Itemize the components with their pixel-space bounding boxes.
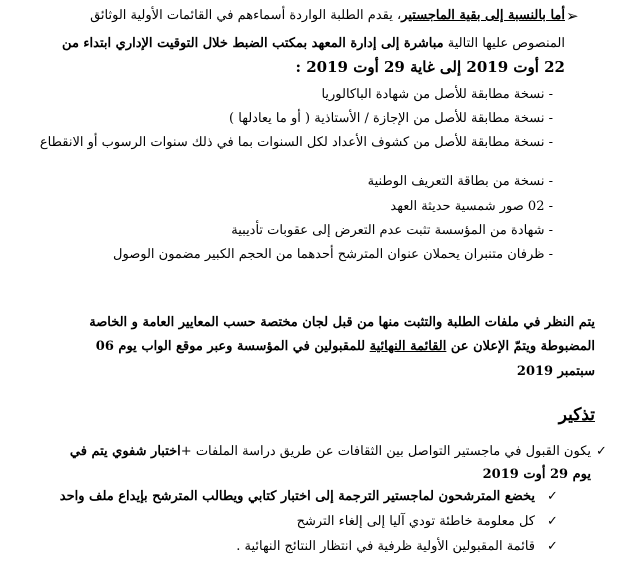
review-line-2: [96, 338, 595, 356]
intro-text: ، يقدم الطلبة الواردة أسماءهم في القائمات الأولية الوثائق: [90, 8, 402, 23]
document-item: - نسخة مطابقة للأصل من شهادة الباكالوريا: [321, 87, 553, 102]
check-bullet-icon: ✓: [547, 489, 558, 504]
review-line-1: يتم النظر في ملفات الطلبة والتثبت منها من قبل لجان مختصة حسب المعايير العامة و الخاصة: [89, 315, 595, 330]
document-item: - شهادة من المؤسسة تثبت عدم التعرض إلى عقوبات تأديبية: [231, 223, 553, 238]
check-bullet-icon: ✓: [596, 444, 607, 459]
intro-text: المنصوص عليها التالية: [447, 36, 565, 51]
check-bullet-icon: ✓: [547, 539, 558, 554]
review-date: سبتمبر 2019: [516, 364, 595, 379]
document-item: - ظرفان متنبران يحملان عنوان المترشح أحدهما من الحجم الكبير مضمون الوصول: [113, 247, 553, 262]
reminder-item: [70, 443, 591, 461]
reminder-item: قائمة المقبولين الأولية ظرفية في انتظار النتائج النهائية .: [236, 539, 535, 554]
arrow-bullet-icon: ➢: [566, 7, 579, 25]
reminder-item: كل معلومة خاطئة تودي آليا إلى إلغاء الترشح: [296, 514, 535, 529]
document-item: - 02 صور شمسية حديثة العهد: [390, 199, 553, 214]
intro-dates: 22 أوت 2019 إلى غاية 29 أوت 2019 :: [295, 58, 565, 76]
reminder-heading: تذكير: [558, 405, 595, 425]
review-text: للمقبولين في المؤسسة وعبر موقع الواب يوم 06: [95, 339, 366, 354]
oral-exam-phrase: اختبار شفوي يتم في: [69, 444, 181, 459]
intro-heading-phrase: أما بالنسبة إلى بقية الماجستير: [401, 8, 565, 23]
intro-line-1: [90, 7, 565, 25]
reminder-item-continuation: يوم 29 أوت 2019: [482, 467, 591, 482]
check-bullet-icon: ✓: [547, 514, 558, 529]
final-list-phrase: القائمة النهائية: [369, 339, 447, 354]
review-text: المضبوطة ويتمّ الإعلان عن: [450, 339, 595, 354]
reminder-item: يخضع المترشحون لماجستير الترجمة إلى اختبار كتابي ويطالب المترشح بإيداع ملف واحد: [59, 489, 535, 504]
document-item: - نسخة مطابقة للأصل من الإجازة / الأستاذية ( أو ما يعادلها ): [229, 111, 553, 126]
document-item: - نسخة مطابقة للأصل من كشوف الأعداد لكل السنوات بما في ذلك سنوات الرسوب أو الانقطاع: [39, 135, 553, 150]
intro-submission-place: مباشرة إلى إدارة المعهد بمكتب الضبط خلال التوقيت الإداري ابتداء من: [62, 36, 444, 51]
intro-line-2: [62, 35, 565, 53]
document-item: - نسخة من بطاقة التعريف الوطنية: [367, 174, 553, 189]
reminder-text: يكون القبول في ماجستير التواصل بين الثقافات عن طريق دراسة الملفات +: [180, 444, 591, 459]
